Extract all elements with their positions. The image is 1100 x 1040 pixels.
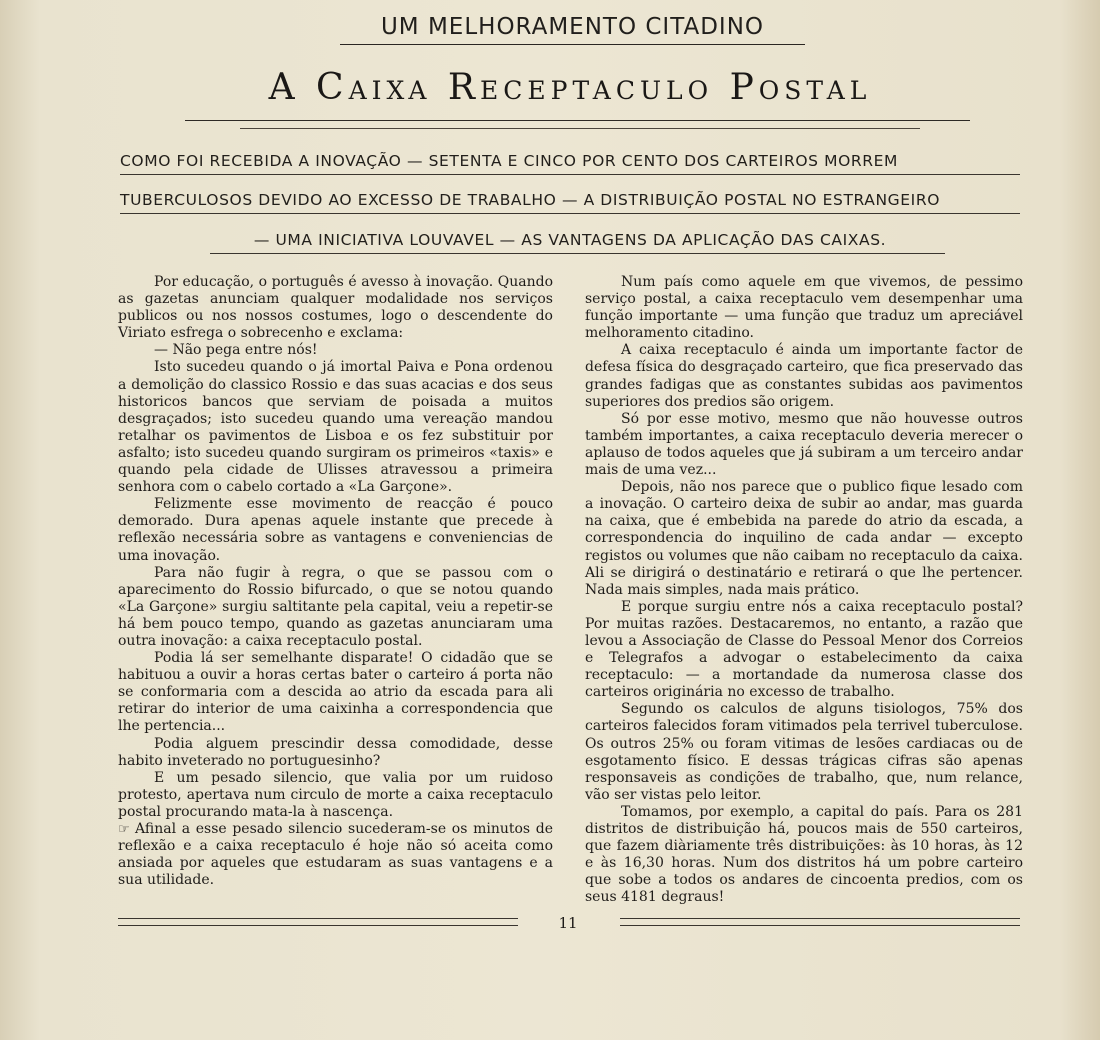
paragraph: Num país como aquele em que vivemos, de pessimo serviço postal, a caixa receptaculo vem desempenhar uma função importante — uma função que traduz um apreciável melhoramento citadino. xyxy=(585,274,1023,342)
subhead-rule xyxy=(120,174,1020,175)
footer-rule xyxy=(620,918,1020,919)
footer-rule xyxy=(118,925,518,926)
paragraph: E um pesado silencio, que valia por um ruidoso protesto, apertava num circulo de morte a caixa receptaculo postal procurando mata-la à nascença. xyxy=(118,769,553,820)
paragraph: Tomamos, por exemplo, a capital do país. Para os 281 distritos de distribuição há, poucos mais de 550 carteiros, que fazem diàriamente três distribuições: às 10 horas, às 12 e às 16,30 horas. Num dos distritos há um pobre carteiro que sobe a todos os andares de cincoenta predios, com os seus 4181 degraus! xyxy=(585,803,1023,906)
paragraph: A caixa receptaculo é ainda um importante factor de defesa física do desgraçado carteiro, que fica preservado das grandes fadigas que as constantes subidas aos pavimentos superiores dos predios são origem. xyxy=(585,342,1023,410)
footer-rule xyxy=(118,918,518,919)
article-title: A Caixa Receptaculo Postal xyxy=(268,67,872,108)
subhead-rule xyxy=(210,253,945,254)
paragraph: Para não fugir à regra, o que se passou com o aparecimento do Rossio bifurcado, o que se notou quando «La Garçone» surgiu saltitante pela capital, veiu a repetir-se há bem pouco tempo, quando as gazetas anunciaram uma outra inovação: a caixa receptaculo postal. xyxy=(118,564,553,649)
page-number: 11 xyxy=(558,914,578,932)
title-rule xyxy=(185,120,970,121)
title-rule xyxy=(240,128,920,129)
paragraph: Felizmente esse movimento de reacção é pouco demorado. Dura apenas aquele instante que precede à reflexão necessária sobre as vantagens e conveniencias de uma inovação. xyxy=(118,496,553,564)
pointing-hand-icon: ☞ xyxy=(118,822,136,837)
paragraph: Por educação, o português é avesso à inovação. Quando as gazetas anunciam qualquer modalidade nos serviços publicos ou nos nossos costumes, logo o descendente do Viriato esfrega o sobrecenho e exclama: xyxy=(118,274,553,342)
paragraph: Depois, não nos parece que o publico fique lesado com a inovação. O carteiro deixa de subir ao andar, mas guarda na caixa, que é embebida na parede do atrio da escada, a correspondencia do inquilino de cada andar — excepto registos ou volumes que não caibam no receptaculo da caixa. Ali se dirigirá o destinatário e retirará o que lhe pertencer. Nada mais simples, nada mais prático. xyxy=(585,479,1023,598)
paragraph: Segundo os calculos de alguns tisiologos, 75% dos carteiros falecidos foram vitimados pela terrivel tuberculose. Os outros 25% ou foram vitimas de lesões cardiacas ou de esgotamento físico. E dessas trágicas cifras são apenas responsaveis as condições de trabalho, que, num relance, vão ser vistas pelo leitor. xyxy=(585,701,1023,803)
paragraph: Podia lá ser semelhante disparate! O cidadão que se habituou a ouvir a horas certas bater o carteiro á porta não se conformaria com a descida ao atrio da escada para ali retirar do interior de uma caixinha a correspondencia que lhe pertencia... xyxy=(118,650,553,735)
subhead-line: COMO FOI RECEBIDA A INOVAÇÃO — SETENTA E CINCO POR CENTO DOS CARTEIROS MORREM xyxy=(120,152,898,170)
paragraph: Só por esse motivo, mesmo que não houvesse outros também importantes, a caixa receptaculo deveria merecer o aplauso de todos aqueles que já subiram a um terceiro andar mais de uma vez... xyxy=(585,410,1023,479)
subhead-rule xyxy=(120,213,1020,214)
article-column-left xyxy=(118,274,553,889)
article-kicker: UM MELHORAMENTO CITADINO xyxy=(340,14,805,45)
paragraph: — Não pega entre nós! xyxy=(154,342,318,359)
paragraph: E porque surgiu entre nós a caixa receptaculo postal? Por muitas razões. Destacaremos, no entanto, a razão que levou a Associação de Classe do Pessoal Menor dos Correios e Telegrafos a advogar o estabelecimento da caixa receptaculo: — a mortandade da numerosa classe dos carteiros originária no excesso de trabalho. xyxy=(585,598,1023,701)
subhead-line: — UMA INICIATIVA LOUVAVEL — AS VANTAGENS DA APLICAÇÃO DAS CAIXAS. xyxy=(253,231,887,249)
footer-rule xyxy=(620,925,1020,926)
article-column-right xyxy=(585,274,1023,906)
paragraph: Isto sucedeu quando o já imortal Paiva e Pona ordenou a demolição do classico Rossio e das suas acacias e dos seus historicos bancos que serviam de poisada a muitos desgraçados; isto sucedeu quando uma vereação mandou retalhar os pavimentos de Lisboa e os fez substituir por asfalto; isto sucedeu quando surgiram os primeiros «taxis» e quando pela cidade de Ulisses atravessou a primeira senhora com o cabelo cortado a «La Garçone». xyxy=(118,359,553,496)
paragraph-with-hand-icon xyxy=(118,821,553,889)
subhead-line: TUBERCULOSOS DEVIDO AO EXCESSO DE TRABALHO — A DISTRIBUIÇÃO POSTAL NO ESTRANGEIRO xyxy=(120,191,941,209)
paragraph: Podia alguem prescindir dessa comodidade, desse habito inveterado no portuguesinho? xyxy=(118,735,553,769)
paragraph-text: Afinal a esse pesado silencio sucederam-se os minutos de reflexão e a caixa receptaculo é hoje não só aceita como ansiada por aqueles que estudaram as suas vantagens e a sua utilidade. xyxy=(118,821,554,889)
